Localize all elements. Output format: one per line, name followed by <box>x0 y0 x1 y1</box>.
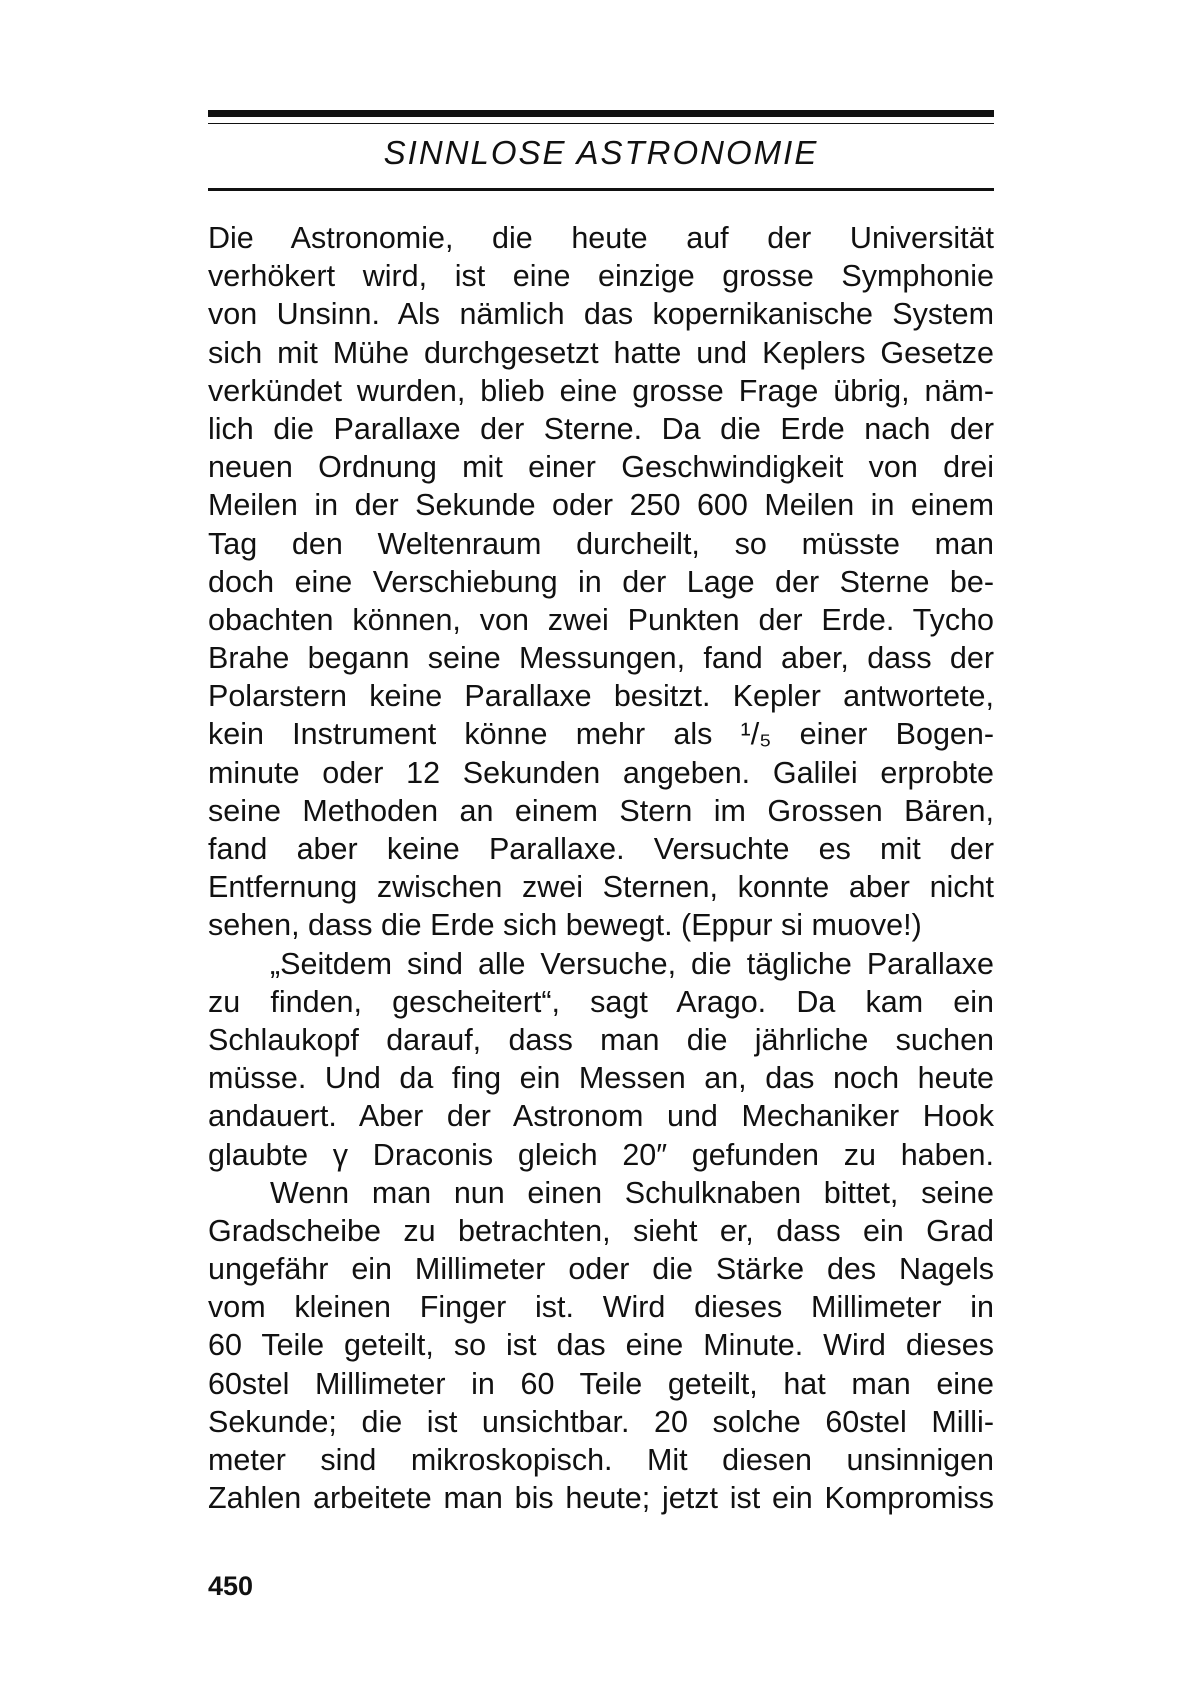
header-rule-thick <box>208 110 994 117</box>
header-rule-bottom <box>208 188 994 191</box>
text-line: meter sind mikroskopisch. Mit diesen unsinnigen <box>208 1443 994 1477</box>
text-line: Die Astronomie, die heute auf der Universität <box>208 221 994 255</box>
text-line: 60 Teile geteilt, so ist das eine Minute. Wird dieses <box>208 1328 994 1363</box>
text-line: Wenn man nun einen Schulknaben bittet, seine <box>270 1175 994 1210</box>
text-line: Meilen in der Sekunde oder 250 600 Meilen in einem <box>208 488 994 523</box>
text-line: glaubte γ Draconis gleich 20″ gefunden zu haben. <box>208 1137 994 1172</box>
text-line: Polarstern keine Parallaxe besitzt. Kepler antwortete, <box>208 679 994 714</box>
book-page <box>208 110 994 1517</box>
text-line: andauert. Aber der Astronom und Mechaniker Hook <box>208 1099 994 1134</box>
text-line: obachten können, von zwei Punkten der Erde. Tycho <box>208 602 994 637</box>
text-line: neuen Ordnung mit einer Geschwindigkeit von drei <box>208 450 994 485</box>
text-line: ungefähr ein Millimeter oder die Stärke des Nagels <box>208 1252 994 1287</box>
text-line: fand aber keine Parallaxe. Versuchte es mit der <box>208 832 994 866</box>
text-line: seine Methoden an einem Stern im Grossen Bären, <box>208 793 994 828</box>
running-title: SINNLOSE ASTRONOMIE <box>383 134 819 171</box>
text-line: Sekunde; die ist unsichtbar. 20 solche 60stel Milli- <box>208 1404 994 1439</box>
text-line: kein Instrument könne mehr als ¹/₅ einer Bogen- <box>208 717 994 752</box>
text-line: minute oder 12 Sekunden angeben. Galilei erprobte <box>208 755 994 790</box>
text-line: 60stel Millimeter in 60 Teile geteilt, hat man eine <box>208 1366 994 1401</box>
text-line: verhökert wird, ist eine einzige grosse Symphonie <box>208 259 994 294</box>
text-line: sehen, dass die Erde sich bewegt. (Eppur si muove!) <box>208 908 922 943</box>
text-line: „Seitdem sind alle Versuche, die tägliche Parallaxe <box>270 946 994 981</box>
text-line: zu finden, gescheitert“, sagt Arago. Da kam ein <box>208 984 994 1019</box>
text-line: Schlaukopf darauf, dass man die jährliche suchen <box>208 1022 994 1057</box>
text-line: Tag den Weltenraum durcheilt, so müsste man <box>208 526 994 561</box>
text-line: Zahlen arbeitete man bis heute; jetzt ist ein Kompromiss <box>208 1481 994 1516</box>
header-rule-thin <box>208 123 994 124</box>
body-text <box>208 219 994 1517</box>
text-line: müsse. Und da fing ein Messen an, das noch heute <box>208 1061 994 1096</box>
page-number: 450 <box>208 1571 254 1601</box>
text-line: sich mit Mühe durchgesetzt hatte und Keplers Gesetze <box>208 335 994 370</box>
text-line: Gradscheibe zu betrachten, sieht er, dass ein Grad <box>208 1213 994 1248</box>
text-line: Brahe begann seine Messungen, fand aber, dass der <box>208 641 994 676</box>
text-line: lich die Parallaxe der Sterne. Da die Erde nach der <box>208 411 994 446</box>
text-line: doch eine Verschiebung in der Lage der Sterne be- <box>208 564 994 599</box>
text-line: von Unsinn. Als nämlich das kopernikanische System <box>208 297 994 332</box>
text-line: Entfernung zwischen zwei Sternen, konnte aber nicht <box>208 870 994 905</box>
text-line: verkündet wurden, blieb eine grosse Frage übrig, näm- <box>208 373 994 408</box>
text-line: vom kleinen Finger ist. Wird dieses Millimeter in <box>208 1290 994 1325</box>
